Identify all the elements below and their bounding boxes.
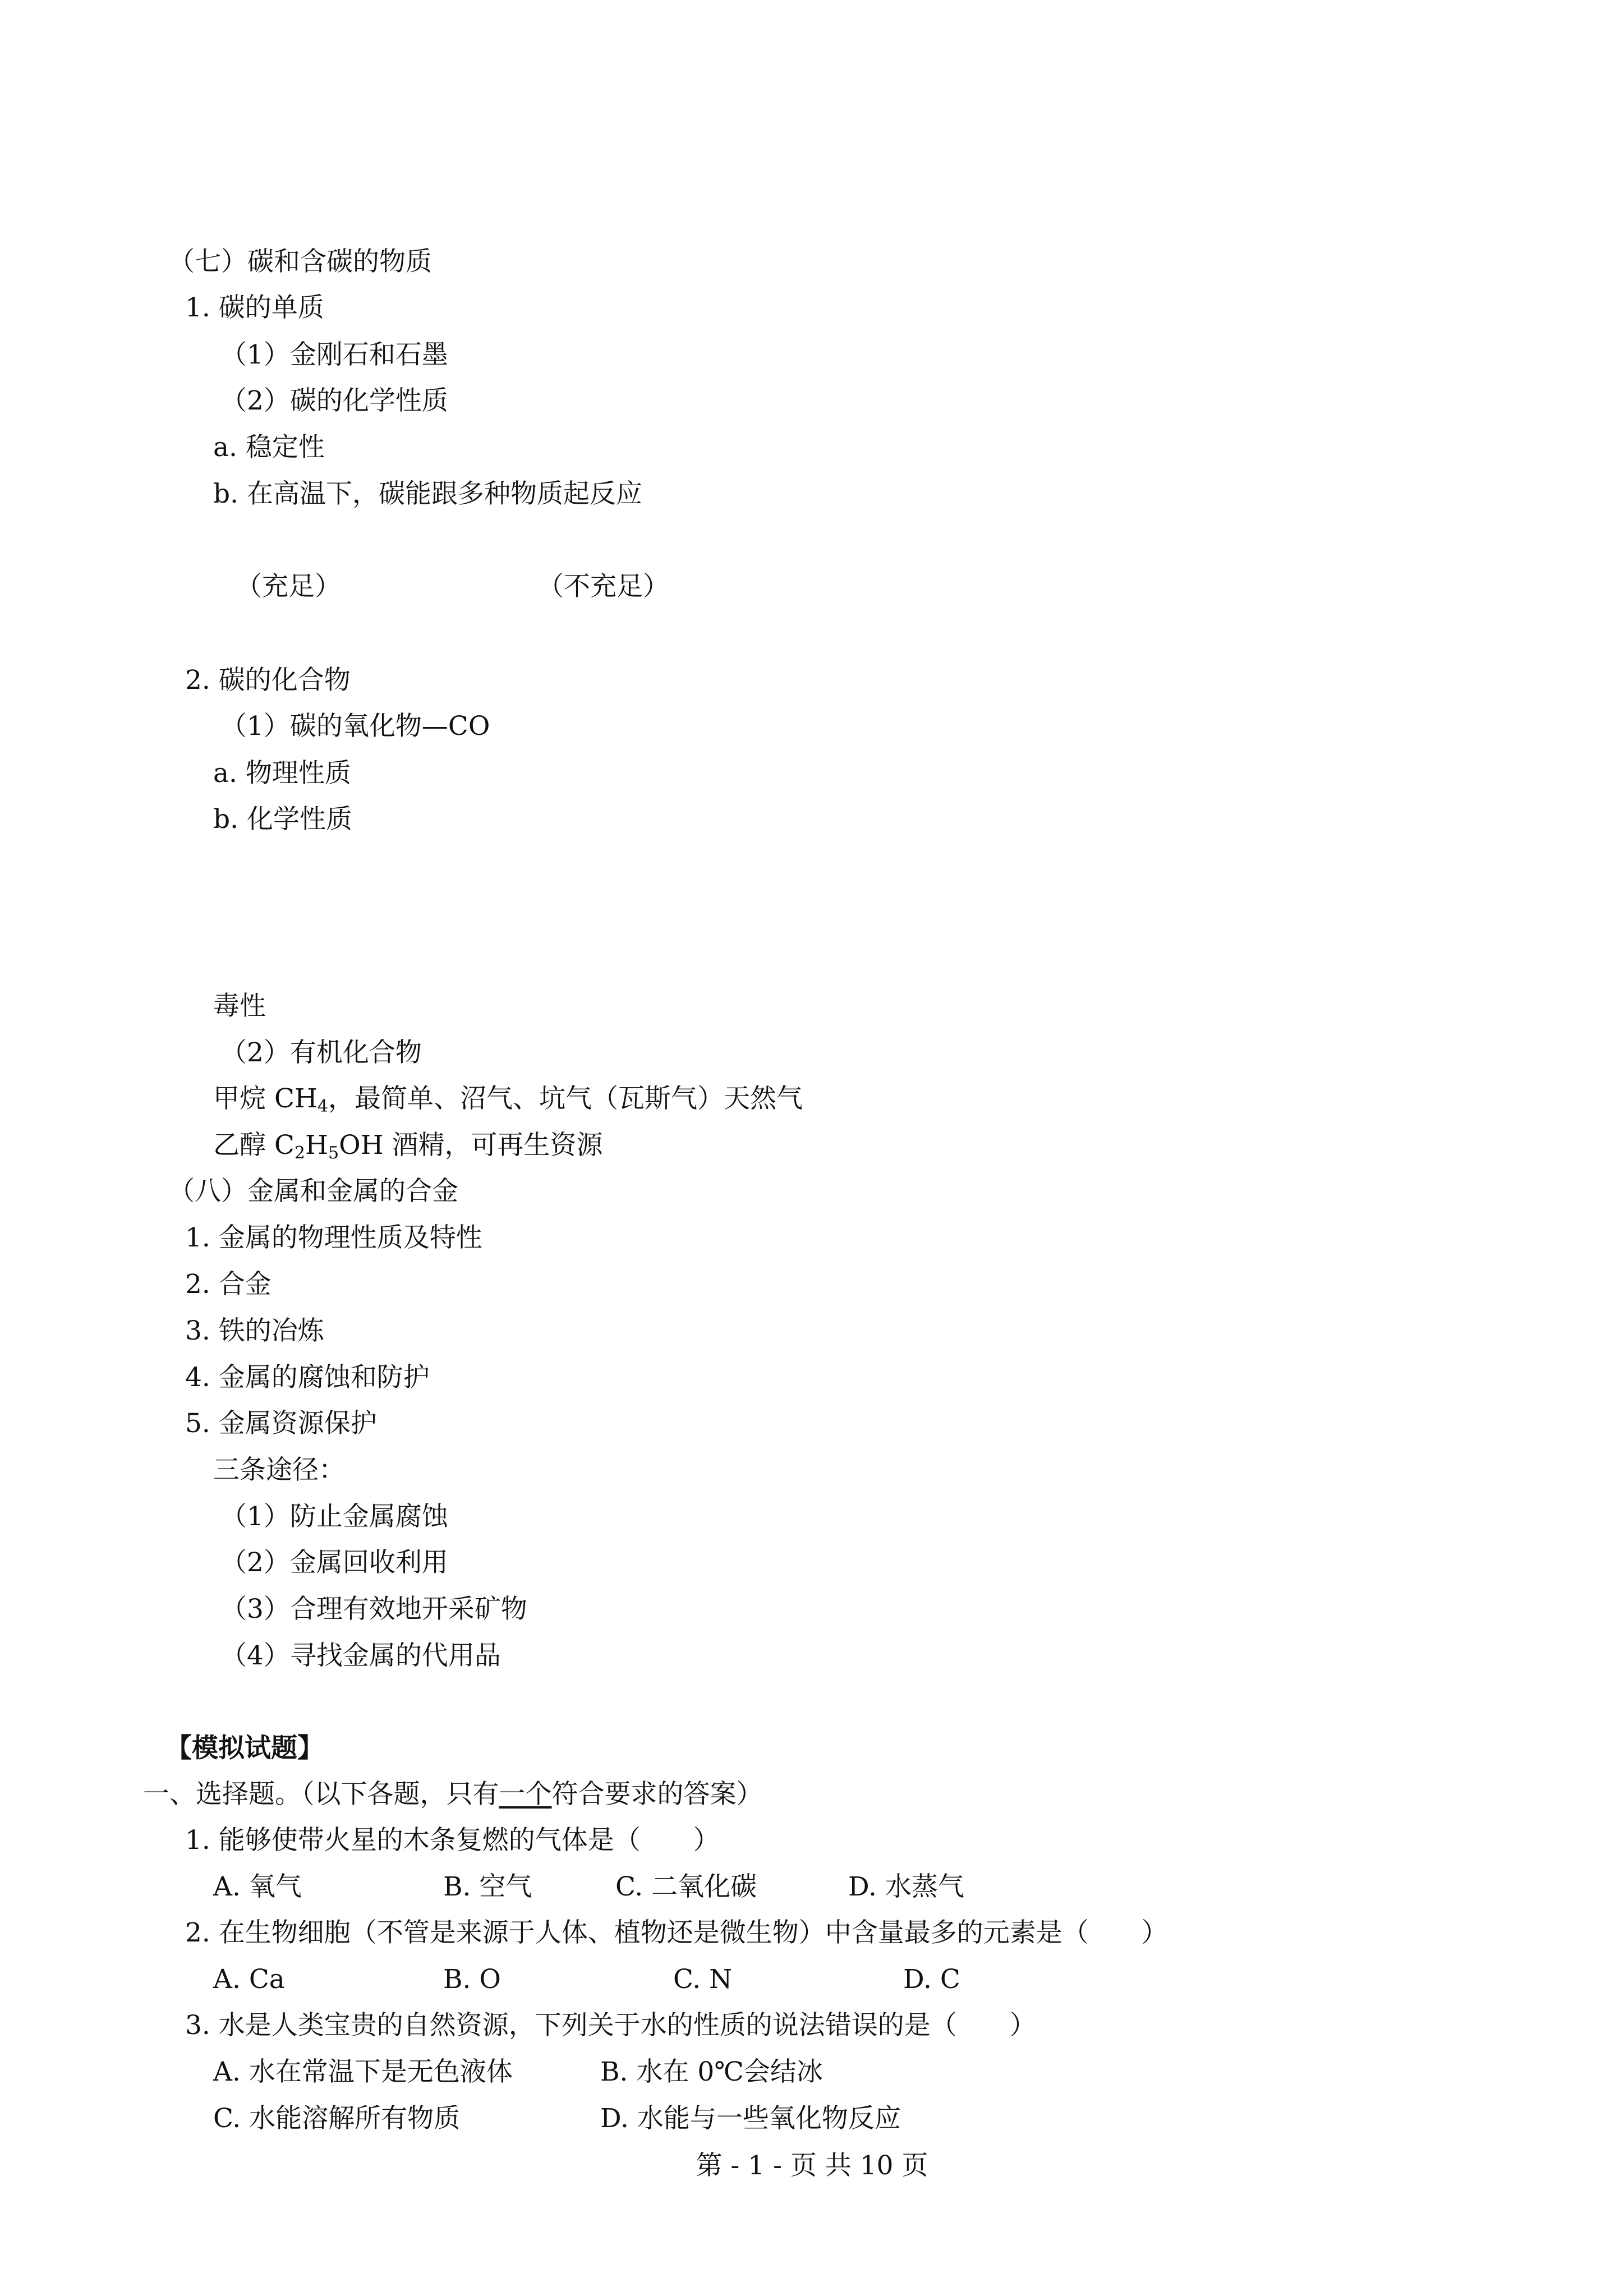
methane-subscript: 4 (317, 1097, 328, 1116)
methane-line (213, 1082, 803, 1116)
question-1-option-a: A. 氧气 (213, 1871, 302, 1902)
mock-test-heading: 【模拟试题】 (165, 1733, 324, 1764)
ethanol-description: OH 酒精，可再生资源 (339, 1130, 603, 1161)
section-7-item-2-1-a: a. 物理性质 (213, 758, 351, 789)
way-1: （1）防止金属腐蚀 (220, 1501, 448, 1532)
section-7-item-1-1: （1）金刚石和石墨 (220, 339, 448, 370)
ethanol-h: H (305, 1130, 328, 1161)
section-8-item-2: 2. 合金 (185, 1269, 272, 1300)
question-2-option-d: D. C (903, 1964, 960, 1995)
section-8-item-5: 5. 金属资源保护 (185, 1408, 377, 1439)
way-2: （2）金属回收利用 (220, 1547, 448, 1578)
methane-text: 甲烷 CH (213, 1083, 318, 1114)
section-7-item-1-2: （2）碳的化学性质 (220, 385, 448, 416)
way-3: （3）合理有效地开采矿物 (220, 1594, 527, 1625)
section-7-item-2-1-b: b. 化学性质 (213, 804, 352, 835)
section-7-item-1-2-b: b. 在高温下，碳能跟多种物质起反应 (213, 478, 642, 509)
question-2-option-b: B. O (443, 1964, 501, 1995)
ethanol-subscript-1: 2 (294, 1143, 305, 1163)
toxicity-label: 毒性 (213, 991, 266, 1022)
part-1-instructions (143, 1778, 763, 1811)
question-3-option-d: D. 水能与一些氧化物反应 (600, 2103, 901, 2134)
question-2-option-a: A. Ca (213, 1964, 285, 1995)
section-7-item-1: 1. 碳的单质 (185, 292, 324, 323)
section-7-heading: （七）碳和含碳的物质 (168, 246, 432, 277)
methane-description: ，最简单、沼气、坑气（瓦斯气）天然气 (328, 1083, 803, 1114)
three-ways-label: 三条途径： (213, 1455, 345, 1485)
section-8-item-4: 4. 金属的腐蚀和防护 (185, 1362, 430, 1393)
section-8-item-1: 1. 金属的物理性质及特性 (185, 1222, 482, 1253)
combustion-sufficient-label: （充足） (236, 571, 341, 602)
question-1-option-d: D. 水蒸气 (848, 1871, 964, 1902)
way-4: （4）寻找金属的代用品 (220, 1640, 501, 1671)
part-1-underlined: 一个 (499, 1779, 552, 1810)
section-7-item-2-1: （1）碳的氧化物—CO (220, 711, 490, 742)
combustion-insufficient-label: （不充足） (537, 571, 669, 602)
ethanol-subscript-2: 5 (328, 1143, 339, 1163)
question-3-stem: 3. 水是人类宝贵的自然资源，下列关于水的性质的说法错误的是（ ） (185, 2010, 1036, 2041)
question-2-stem: 2. 在生物细胞（不管是来源于人体、植物还是微生物）中含量最多的元素是（ ） (185, 1917, 1168, 1948)
section-7-item-2: 2. 碳的化合物 (185, 665, 351, 696)
section-8-item-3: 3. 铁的冶炼 (185, 1315, 324, 1346)
question-3-option-c: C. 水能溶解所有物质 (213, 2103, 461, 2134)
ethanol-line (213, 1129, 603, 1162)
part-1-suffix: 符合要求的答案） (551, 1779, 763, 1810)
question-3-option-b: B. 水在 0℃会结冰 (600, 2056, 823, 2087)
question-3-option-a: A. 水在常温下是无色液体 (213, 2056, 513, 2087)
question-1-option-c: C. 二氧化碳 (615, 1871, 757, 1902)
question-1-stem: 1. 能够使带火星的木条复燃的气体是（ ） (185, 1825, 720, 1856)
ethanol-text: 乙醇 C (213, 1130, 295, 1161)
section-7-item-1-2-a: a. 稳定性 (213, 432, 325, 463)
question-1-option-b: B. 空气 (443, 1871, 532, 1902)
section-7-item-2-2: （2）有机化合物 (220, 1037, 422, 1068)
page-footer: 第 - 1 - 页 共 10 页 (696, 2150, 928, 2181)
section-8-heading: （八）金属和金属的合金 (168, 1176, 458, 1207)
question-2-option-c: C. N (673, 1964, 733, 1995)
part-1-prefix: 一、选择题。（以下各题，只有 (143, 1779, 499, 1810)
